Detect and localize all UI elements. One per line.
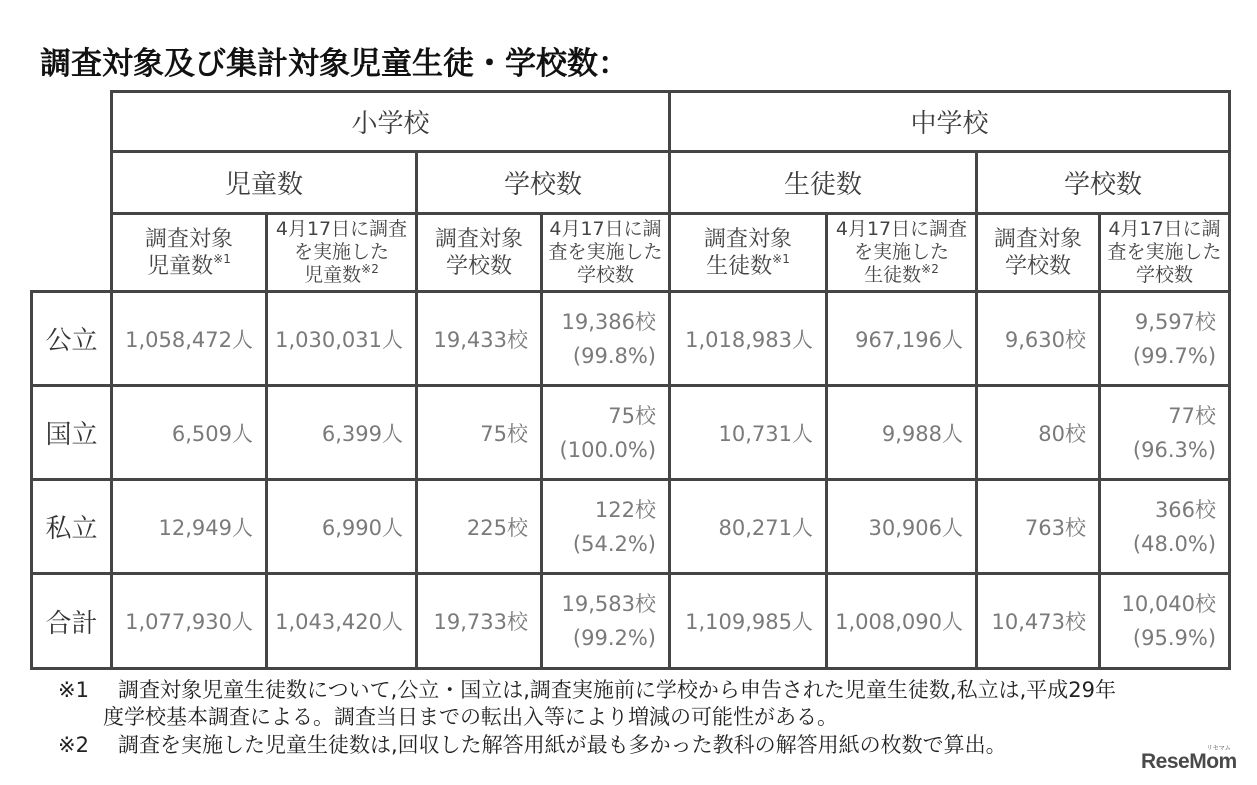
cell-value: 10,040校	[1121, 592, 1217, 616]
cell-value: 10,473校	[991, 610, 1087, 634]
column-header-line: 学校数	[1005, 253, 1072, 279]
cell-value: 75校	[480, 421, 528, 446]
cell-rate: (99.2%)	[572, 626, 657, 650]
cell-elementary-target-schools	[417, 386, 542, 480]
footnote-text: 調査を実施した児童生徒数は,回収した解答用紙が最も多かった教科の解答用紙の枚数で算出。	[118, 733, 1007, 757]
cell-value: 30,906人	[868, 515, 964, 540]
cell-junior-tested-schools	[1100, 480, 1230, 574]
cell-elementary-tested-schools	[542, 292, 670, 386]
cell-junior-tested-schools	[1100, 386, 1230, 480]
cell-elementary-target-schools	[417, 292, 542, 386]
column-header-text: 児童数	[304, 264, 362, 286]
data-table	[30, 90, 1231, 670]
column-header-line: を実施した	[293, 241, 389, 263]
column-header-text: 生徒数	[864, 264, 922, 286]
header-elementary-schools: 学校数	[417, 152, 670, 214]
cell-value: 1,058,472人	[125, 327, 253, 352]
cell-value: 19,583校	[561, 592, 657, 616]
cell-value: 9,597校	[1134, 309, 1217, 334]
footnote-2	[58, 731, 1007, 759]
cell-rate: (99.7%)	[1132, 343, 1217, 368]
header-row-columns	[32, 214, 1230, 292]
row-label: 私立	[32, 480, 112, 574]
column-header-junior-target-schools	[977, 214, 1100, 292]
header-junior-high: 中学校	[670, 92, 1230, 152]
cell-junior-tested-students	[827, 292, 977, 386]
cell-elementary-tested-students	[267, 574, 417, 669]
cell-elementary-tested-students	[267, 292, 417, 386]
column-header-text: 生徒数	[706, 253, 773, 279]
cell-rate: (54.2%)	[572, 531, 657, 556]
column-header-line	[828, 261, 975, 287]
cell-value: 19,433校	[433, 327, 528, 352]
footnote-ref: ※2	[921, 261, 939, 276]
footnote-mark: ※2	[58, 733, 89, 757]
cell-junior-target-schools	[977, 480, 1100, 574]
column-header-line: 4月17日に調	[1108, 218, 1221, 240]
column-header-line: 4月17日に調査	[275, 218, 408, 240]
cell-elementary-target-students	[112, 574, 267, 669]
cell-elementary-target-schools	[417, 480, 542, 574]
cell-elementary-target-students	[112, 480, 267, 574]
column-header-text: 児童数	[147, 253, 214, 279]
header-junior-schools: 学校数	[977, 152, 1230, 214]
cell-rate: (100.0%)	[559, 437, 657, 462]
cell-rate: (99.8%)	[572, 343, 657, 368]
cell-junior-target-schools	[977, 292, 1100, 386]
cell-value: 1,077,930人	[125, 610, 253, 634]
footnote-1-continued	[103, 703, 838, 731]
column-header-line: 学校数	[445, 253, 512, 279]
cell-elementary-target-students	[112, 386, 267, 480]
cell-value: 366校	[1154, 497, 1217, 522]
header-elementary-students: 児童数	[112, 152, 417, 214]
row-national	[32, 386, 1230, 480]
cell-value: 6,509人	[171, 421, 253, 446]
cell-elementary-target-schools	[417, 574, 542, 669]
cell-rate: (96.3%)	[1132, 437, 1217, 462]
column-header-elementary-target-schools	[417, 214, 542, 292]
column-header-junior-tested-students	[827, 214, 977, 292]
cell-junior-tested-schools	[1100, 574, 1230, 669]
column-header-line: 調査対象	[994, 226, 1083, 252]
cell-value: 75校	[608, 403, 657, 428]
header-row-groups	[32, 92, 1230, 152]
cell-value: 122校	[594, 497, 657, 522]
footnote-mark: ※1	[58, 678, 89, 702]
cell-value: 80校	[1038, 421, 1087, 446]
cell-value: 967,196人	[855, 327, 964, 352]
column-header-junior-target-students	[670, 214, 827, 292]
cell-rate: (95.9%)	[1132, 626, 1217, 650]
column-header-line: 4月17日に調査	[835, 218, 968, 240]
column-header-elementary-tested-students	[267, 214, 417, 292]
resemom-logo	[1141, 745, 1237, 775]
cell-value: 225校	[466, 515, 528, 540]
column-header-line: 査を実施した	[1107, 241, 1222, 263]
cell-value: 19,733校	[433, 610, 528, 634]
cell-junior-tested-students	[827, 574, 977, 669]
row-label: 国立	[32, 386, 112, 480]
cell-junior-target-students	[670, 386, 827, 480]
cell-elementary-tested-schools	[542, 574, 670, 669]
footnote-1	[58, 676, 1116, 704]
column-header-junior-tested-schools	[1100, 214, 1230, 292]
cell-value: 1,043,420人	[275, 610, 403, 634]
cell-rate: (48.0%)	[1132, 531, 1217, 556]
cell-elementary-target-students	[112, 292, 267, 386]
cell-elementary-tested-schools	[542, 386, 670, 480]
row-public	[32, 292, 1230, 386]
cell-value: 77校	[1168, 403, 1217, 428]
corner-cell	[32, 92, 112, 292]
column-header-line: 調査対象	[144, 226, 233, 252]
header-junior-students: 生徒数	[670, 152, 977, 214]
footnote-ref: ※2	[361, 261, 379, 276]
cell-value: 1,030,031人	[275, 327, 403, 352]
header-elementary: 小学校	[112, 92, 670, 152]
column-header-line	[671, 253, 825, 280]
cell-junior-target-students	[670, 574, 827, 669]
column-header-elementary-target-students	[112, 214, 267, 292]
column-header-line: 学校数	[577, 264, 635, 286]
row-private	[32, 480, 1230, 574]
cell-junior-tested-students	[827, 480, 977, 574]
cell-junior-target-students	[670, 292, 827, 386]
cell-elementary-tested-students	[267, 386, 417, 480]
page-title: 調査対象及び集計対象児童生徒・学校数：	[40, 46, 629, 82]
column-header-line	[268, 261, 415, 287]
footnote-ref: ※1	[772, 252, 790, 267]
logo-kana: リセマム	[1206, 745, 1231, 752]
cell-junior-target-schools	[977, 574, 1100, 669]
cell-value: 9,988人	[881, 421, 964, 446]
footnote-text: 度学校基本調査による。調査当日までの転出入等により増減の可能性がある。	[103, 705, 838, 729]
cell-value: 12,949人	[158, 515, 253, 540]
row-label: 公立	[32, 292, 112, 386]
column-header-line: 調査対象	[704, 226, 793, 252]
cell-value: 1,008,090人	[835, 610, 964, 634]
cell-junior-target-schools	[977, 386, 1100, 480]
column-header-line	[113, 253, 265, 280]
cell-value: 19,386校	[561, 309, 657, 334]
cell-value: 80,271人	[718, 515, 814, 540]
column-header-line: 学校数	[1136, 264, 1194, 286]
cell-junior-tested-schools	[1100, 292, 1230, 386]
cell-value: 6,990人	[321, 515, 403, 540]
column-header-line: 調査対象	[434, 226, 523, 252]
row-label: 合計	[32, 574, 112, 669]
cell-junior-target-students	[670, 480, 827, 574]
cell-value: 1,109,985人	[685, 610, 814, 634]
logo-text: ReseMom	[1141, 750, 1237, 773]
footnote-ref: ※1	[213, 252, 231, 267]
cell-value: 10,731人	[718, 421, 814, 446]
footnote-text: 調査対象児童生徒数について,公立・国立は,調査実施前に学校から申告された児童生徒数,私立は,平成29年	[118, 678, 1116, 702]
cell-value: 1,018,983人	[685, 327, 814, 352]
column-header-line: 4月17日に調	[549, 218, 662, 240]
cell-value: 763校	[1024, 515, 1087, 540]
cell-elementary-tested-schools	[542, 480, 670, 574]
cell-value: 6,399人	[321, 421, 403, 446]
column-header-line: 査を実施した	[548, 241, 663, 263]
header-row-subgroups	[32, 152, 1230, 214]
cell-value: 9,630校	[1004, 327, 1087, 352]
cell-elementary-tested-students	[267, 480, 417, 574]
row-total	[32, 574, 1230, 669]
cell-junior-tested-students	[827, 386, 977, 480]
column-header-elementary-tested-schools	[542, 214, 670, 292]
column-header-line: を実施した	[854, 241, 950, 263]
